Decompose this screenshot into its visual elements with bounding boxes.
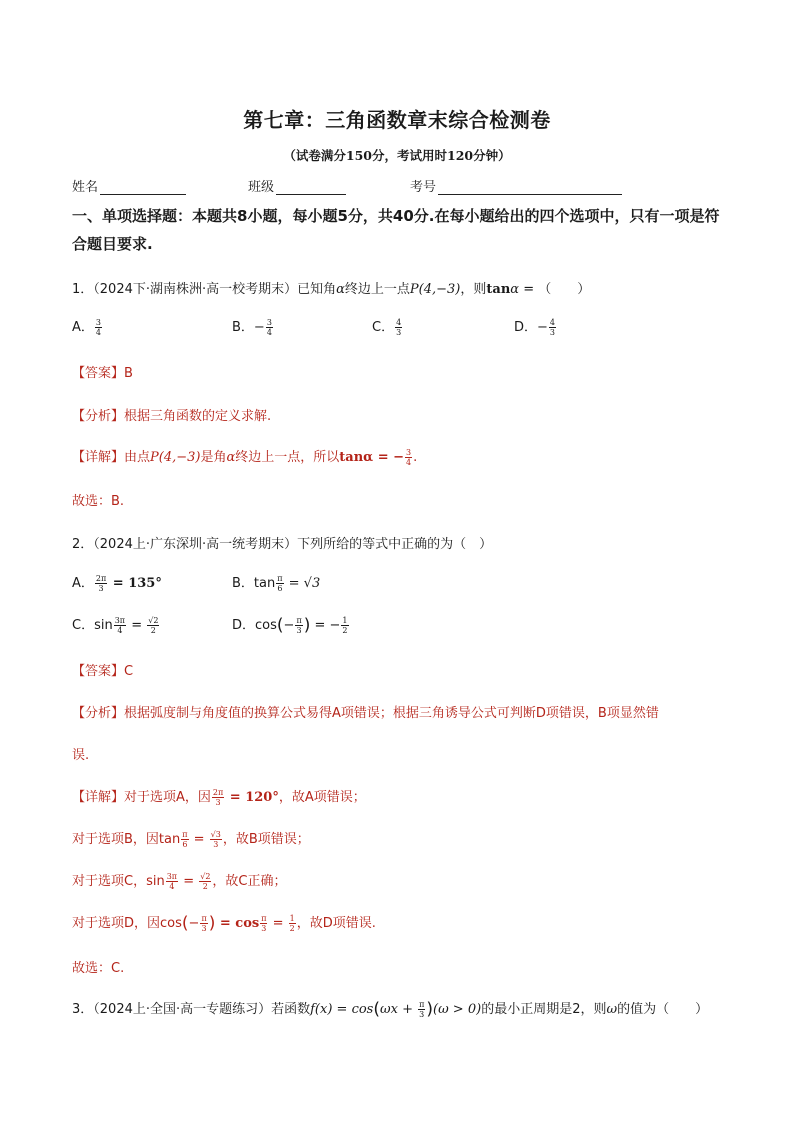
q2-d4-fn: cos [160, 916, 182, 931]
q2-d1-post: ，故A项错误； [278, 790, 366, 805]
q3-stem-post: 的最小正周期是2，则 [481, 1002, 607, 1017]
q1-detail-tan: tanα = − [339, 450, 405, 465]
name-label: 姓名 [72, 180, 99, 195]
q2-d4-eq: = cos [215, 916, 260, 931]
q2-c-fn: sin [94, 618, 113, 633]
q2-detail-c [72, 870, 287, 891]
q1-a-fraction: $\frac{3}{4}$ [95, 318, 101, 337]
q2-d4-sign: − [188, 916, 200, 931]
class-field [248, 176, 346, 195]
q2-d3-pre: 对于选项C， [72, 874, 147, 889]
q2-option-a[interactable] [72, 572, 162, 593]
q1-stem-post: ，则 [460, 282, 487, 297]
q1-b-fraction: $\frac{3}{4}$ [266, 318, 272, 337]
q2-d4-fraction-2: $\frac{\pi}{3}$ [261, 914, 267, 933]
q2-d-eq: = − [310, 618, 341, 633]
q1-d-sign: − [537, 320, 548, 335]
option-c-label: C． [72, 618, 95, 633]
q3-omega: ω [606, 1002, 618, 1017]
q1-detail [72, 446, 417, 467]
q2-stem: 2．（2024上·广东深圳·高一统考期末）下列所给的等式中正确的为（ ） [72, 537, 493, 552]
q3-stem-end: 的值为（ ） [617, 1002, 709, 1017]
q2-option-c[interactable] [72, 614, 160, 635]
q3-cond: (ω > 0) [433, 1002, 482, 1017]
class-blank [276, 180, 346, 195]
q1-alpha: α [336, 282, 345, 297]
page-title: 第七章：三角函数章末综合检测卷 [243, 108, 551, 132]
q1-detail-end: . [413, 450, 418, 465]
q1-b-sign: − [253, 320, 265, 335]
q1-detail-mid2: 终边上一点，所以 [235, 450, 340, 465]
q2-d3-eq: = [179, 874, 199, 889]
q2-d-sign: − [283, 618, 295, 633]
name-blank [100, 180, 186, 195]
q3-inner: ωx + [380, 1002, 418, 1017]
page-subtitle: （试卷满分150分，考试用时120分钟） [283, 148, 511, 163]
q2-analysis-line1: 【分析】根据弧度制与角度值的换算公式易得A项错误；根据三角诱导公式可判断D项错误，B项显然错 [72, 706, 659, 721]
q3-stem-pre: 3．（2024上·全国·高一专题练习）若函数 [72, 1002, 311, 1017]
q2-d2-rhs-fraction: $\frac{√3}{3}$ [210, 830, 221, 849]
number-label: 考号 [410, 180, 437, 195]
q2-d1-rhs: = 120° [225, 790, 279, 805]
q1-answer: 【答案】B [72, 366, 133, 381]
q2-c-fraction: $\frac{3\pi}{4}$ [114, 616, 126, 635]
q1-detail-alpha: α [226, 450, 236, 465]
q1-option-a[interactable] [72, 316, 103, 337]
q1-alpha-2: α [510, 282, 520, 297]
number-field [410, 176, 622, 195]
q2-b-fn: tan [253, 576, 276, 591]
option-c-label: C． [372, 320, 395, 335]
section-heading: 一、单项选择题：本题共8小题，每小题5分，共40分.在每小题给出的四个选项中，只有一项是符合题目要求. [72, 207, 720, 253]
q1-detail-fraction: $\frac{3}{4}$ [406, 448, 412, 467]
q1-option-d[interactable] [514, 316, 557, 337]
q1-tan: tan [486, 282, 511, 297]
name-field [72, 176, 186, 195]
q2-a-fraction: $\frac{2\pi}{3}$ [95, 574, 107, 593]
q2-d-fn: cos [255, 618, 277, 633]
q2-b-fraction: $\frac{\pi}{6}$ [277, 574, 283, 593]
q2-c-eq: = [127, 618, 147, 633]
q1-detail-pre: 【详解】由点 [72, 450, 151, 465]
q2-d3-rhs-fraction: $\frac{√2}{2}$ [200, 872, 211, 891]
q1-option-b[interactable] [232, 316, 274, 337]
q2-d-fraction: $\frac{\pi}{3}$ [296, 616, 302, 635]
q2-d3-post: ，故C正确； [212, 874, 287, 889]
q1-point: P(4,−3) [409, 282, 461, 297]
q2-analysis-line2: 误. [72, 748, 90, 763]
q2-d2-eq: = [189, 832, 209, 847]
q2-d4-rhs-fraction: $\frac{1}{2}$ [289, 914, 295, 933]
q2-d1-fraction: $\frac{2\pi}{3}$ [212, 788, 224, 807]
q2-d2-pre: 对于选项B，因 [72, 832, 159, 847]
q2-d4-pre: 对于选项D，因 [72, 916, 161, 931]
q1-choice: 故选：B. [72, 494, 125, 509]
q1-analysis: 【分析】根据三角函数的定义求解. [72, 409, 272, 424]
q2-d-rhs-fraction: $\frac{1}{2}$ [342, 616, 348, 635]
q2-detail-b [72, 828, 310, 849]
q2-b-rhs: = √3 [284, 576, 321, 591]
q2-d2-fn: tan [158, 832, 181, 847]
q2-d2-fraction: $\frac{\pi}{6}$ [182, 830, 188, 849]
option-d-label: D． [232, 618, 256, 633]
q3-fx: f(x) = cos [310, 1002, 374, 1017]
q2-d1-pre: 【详解】对于选项A，因 [72, 790, 211, 805]
q2-option-b[interactable] [232, 572, 320, 593]
q2-d4-eq2: = [268, 916, 288, 931]
q3-stem: 3．（2024上·全国·高一专题练习）若函数f(x) = cos(ωx + $\frac{\pi}{3}$ )(ω > 0)的最小正周期是2，则ω的值为（ ） [72, 999, 709, 1020]
q2-d3-fn: sin [146, 874, 165, 889]
q1-eq: = （ ） [519, 282, 591, 297]
option-a-label: A． [72, 320, 94, 335]
option-d-label: D． [514, 320, 538, 335]
q2-c-rhs-fraction: $\frac{√2}{2}$ [148, 616, 159, 635]
option-b-label: B． [232, 320, 254, 335]
q2-detail-d: 对于选项D，因cos(− $\frac{\pi}{3}$ ) = cos $\frac{\pi}{3}$ = $\frac{1}{2}$ ，故D项错误. [72, 913, 376, 934]
option-b-label: B． [232, 576, 254, 591]
q2-choice: 故选：C. [72, 961, 125, 976]
q2-detail-a [72, 786, 366, 807]
q2-d4-post: ，故D项错误. [296, 916, 376, 931]
q2-d4-fraction: $\frac{\pi}{3}$ [201, 914, 207, 933]
class-label: 班级 [248, 180, 275, 195]
q1-option-c[interactable] [372, 316, 403, 337]
q2-answer: 【答案】C [72, 664, 134, 679]
q2-d2-post: ，故B项错误； [222, 832, 310, 847]
q1-detail-point: P(4,−3) [150, 450, 201, 465]
q1-detail-mid: 是角 [200, 450, 227, 465]
q1-stem [72, 278, 590, 297]
q2-option-d[interactable]: D．cos(− $\frac{\pi}{3}$ ) = − $\frac{1}{2}$ [232, 615, 348, 636]
q2-a-rhs: = 135° [108, 576, 162, 591]
q1-stem-mid: 终边上一点 [344, 282, 410, 297]
q3-fraction: $\frac{\pi}{3}$ [419, 1000, 425, 1019]
number-blank [438, 180, 622, 195]
option-a-label: A． [72, 576, 94, 591]
q1-c-fraction: $\frac{4}{3}$ [396, 318, 402, 337]
q2-d3-fraction: $\frac{3\pi}{4}$ [166, 872, 178, 891]
q1-d-fraction: $\frac{4}{3}$ [549, 318, 556, 337]
q1-stem-text: 1．（2024下·湖南株洲·高一校考期末）已知角 [72, 282, 337, 297]
